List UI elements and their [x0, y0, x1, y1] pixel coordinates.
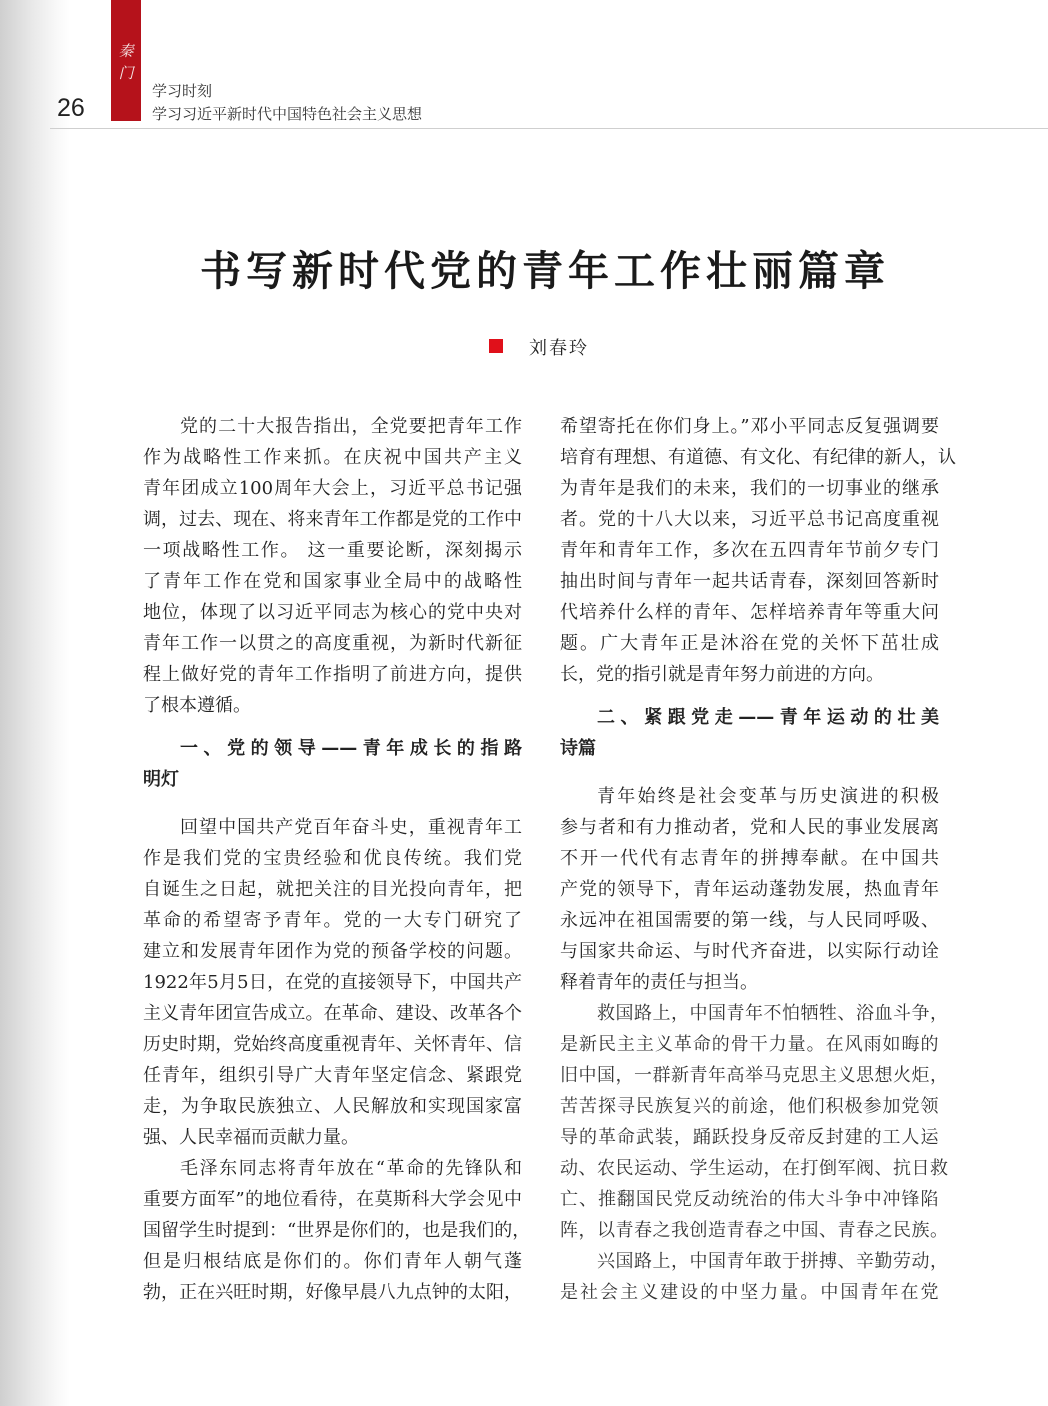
text-line: 动、农民运动、学生运动，在打倒军阀、抗日救 — [560, 1158, 949, 1179]
text-line: 抽出时间与青年一起共话青春，深刻回答新时 — [560, 571, 939, 592]
text-line: 代培养什么样的青年、怎样培养青年等重大问 — [560, 602, 939, 623]
text-line: 但是归根结底是你们的。你们青年人朝气蓬 — [143, 1251, 522, 1272]
text-line: 青年和青年工作，多次在五四青年节前夕专门 — [560, 540, 939, 561]
magazine-logo: 秦 门 — [118, 42, 134, 82]
text-line: 国留学生时提到：“世界是你们的，也是我们的， — [143, 1220, 531, 1241]
paragraph — [143, 411, 522, 721]
text-line: 培育有理想、有道德、有文化、有纪律的新人，认 — [560, 447, 956, 468]
section-heading — [560, 702, 939, 764]
text-line: 历史时期，党始终高度重视青年、关怀青年、信 — [143, 1034, 522, 1055]
text-line: 产党的领导下，青年运动蓬勃发展，热血青年 — [560, 879, 939, 900]
paragraph — [143, 812, 522, 1153]
text-line: 为青年是我们的未来，我们的一切事业的继承 — [560, 478, 939, 499]
author-marker — [489, 339, 503, 353]
text-line: 导的革命武装，踊跃投身反帝反封建的工人运 — [560, 1127, 939, 1148]
heading-line: 诗篇 — [560, 738, 596, 759]
text-line: 旧中国，一群新青年高举马克思主义思想火炬， — [560, 1065, 949, 1086]
text-line: 苦苦探寻民族复兴的前途，他们积极参加党领 — [560, 1096, 939, 1117]
text-line: 永远冲在祖国需要的第一线，与人民同呼吸、 — [560, 910, 939, 931]
text-line: 革命的希望寄予青年。党的一大专门研究了 — [143, 910, 522, 931]
section-subtitle: 学习习近平新时代中国特色社会主义思想 — [152, 105, 423, 123]
text-line: 亡、推翻国民党反动统治的伟大斗争中冲锋陷 — [560, 1189, 939, 1210]
header-divider — [50, 128, 1048, 129]
text-line: 救国路上，中国青年不怕牺牲、浴血斗争， — [597, 1003, 949, 1024]
text-line: 毛泽东同志将青年放在“革命的先锋队和 — [180, 1158, 522, 1179]
text-line: 主义青年团宣告成立。在革命、建设、改革各个 — [143, 1003, 522, 1024]
paragraph — [143, 1153, 531, 1308]
text-line: 是社会主义建设的中坚力量。中国青年在党 — [560, 1282, 939, 1303]
text-line: 者。党的十八大以来，习近平总书记高度重视 — [560, 509, 939, 530]
paragraph — [560, 781, 939, 998]
section-title: 学习时刻 — [152, 82, 213, 100]
text-line: 青年始终是社会变革与历史演进的积极 — [597, 786, 939, 807]
text-line: 阵，以青春之我创造青春之中国、青春之民族。 — [560, 1220, 949, 1241]
text-line: 重要方面军”的地位看待，在莫斯科大学会见中 — [143, 1189, 522, 1210]
text-line: 一项战略性工作。 这一重要论断，深刻揭示 — [143, 540, 522, 561]
text-line: 参与者和有力推动者，党和人民的事业发展离 — [560, 817, 939, 838]
paragraph — [560, 998, 949, 1246]
text-line: 是新民主主义革命的骨干力量。在风雨如晦的 — [560, 1034, 939, 1055]
text-line: 与国家共命运、与时代齐奋进，以实际行动诠 — [560, 941, 939, 962]
paragraph — [560, 1246, 949, 1308]
text-line: 建立和发展青年团作为党的预备学校的问题。 — [143, 941, 522, 962]
text-line: 作为战略性工作来抓。在庆祝中国共产主义 — [143, 447, 522, 468]
text-line: 走，为争取民族独立、人民解放和实现国家富 — [143, 1096, 522, 1117]
text-line: 兴国路上，中国青年敢于拼搏、辛勤劳动， — [597, 1251, 949, 1272]
text-line: 长，党的指引就是青年努力前进的方向。 — [560, 664, 884, 685]
text-line: 1922年5月5日，在党的直接领导下，中国共产 — [143, 972, 522, 993]
text-line: 强、人民幸福而贡献力量。 — [143, 1127, 359, 1148]
text-line: 了青年工作在党和国家事业全局中的战略性 — [143, 571, 522, 592]
text-line: 程上做好党的青年工作指明了前进方向，提供 — [143, 664, 522, 685]
text-line: 党的二十大报告指出，全党要把青年工作 — [180, 416, 522, 437]
page-number: 26 — [57, 94, 85, 122]
heading-line: 一、党的领导——青年成长的指路 — [180, 738, 522, 759]
text-line: 希望寄托在你们身上。”邓小平同志反复强调要 — [560, 416, 939, 437]
text-line: 调，过去、现在、将来青年工作都是党的工作中 — [143, 509, 522, 530]
text-line: 青年工作一以贯之的高度重视，为新时代新征 — [143, 633, 522, 654]
text-line: 自诞生之日起，就把关注的目光投向青年，把 — [143, 879, 522, 900]
heading-line: 明灯 — [143, 769, 179, 790]
text-line: 回望中国共产党百年奋斗史，重视青年工 — [180, 817, 522, 838]
text-line: 地位，体现了以习近平同志为核心的党中央对 — [143, 602, 522, 623]
heading-line: 二、紧跟党走——青年运动的壮美 — [597, 707, 939, 728]
page-gutter-shadow — [0, 0, 70, 1406]
text-line: 不开一代代有志青年的拼搏奉献。在中国共 — [560, 848, 939, 869]
text-line: 勃，正在兴旺时期，好像早晨八九点钟的太阳， — [143, 1282, 522, 1303]
text-line: 释着青年的责任与担当。 — [560, 972, 758, 993]
section-heading — [143, 733, 522, 795]
article-title: 书写新时代党的青年工作壮丽篇章 — [200, 247, 890, 295]
text-line: 任青年，组织引导广大青年坚定信念、紧跟党 — [143, 1065, 522, 1086]
column-right — [560, 411, 956, 1308]
text-line: 青年团成立100周年大会上，习近平总书记强 — [143, 478, 522, 499]
text-line: 题。广大青年正是沐浴在党的关怀下茁壮成 — [560, 633, 939, 654]
article-author: 刘春玲 — [529, 338, 589, 359]
paragraph — [560, 411, 956, 690]
magazine-logo-tab — [111, 0, 141, 121]
text-line: 作是我们党的宝贵经验和优良传统。我们党 — [143, 848, 522, 869]
column-left — [143, 411, 531, 1308]
text-line: 了根本遵循。 — [143, 695, 251, 716]
